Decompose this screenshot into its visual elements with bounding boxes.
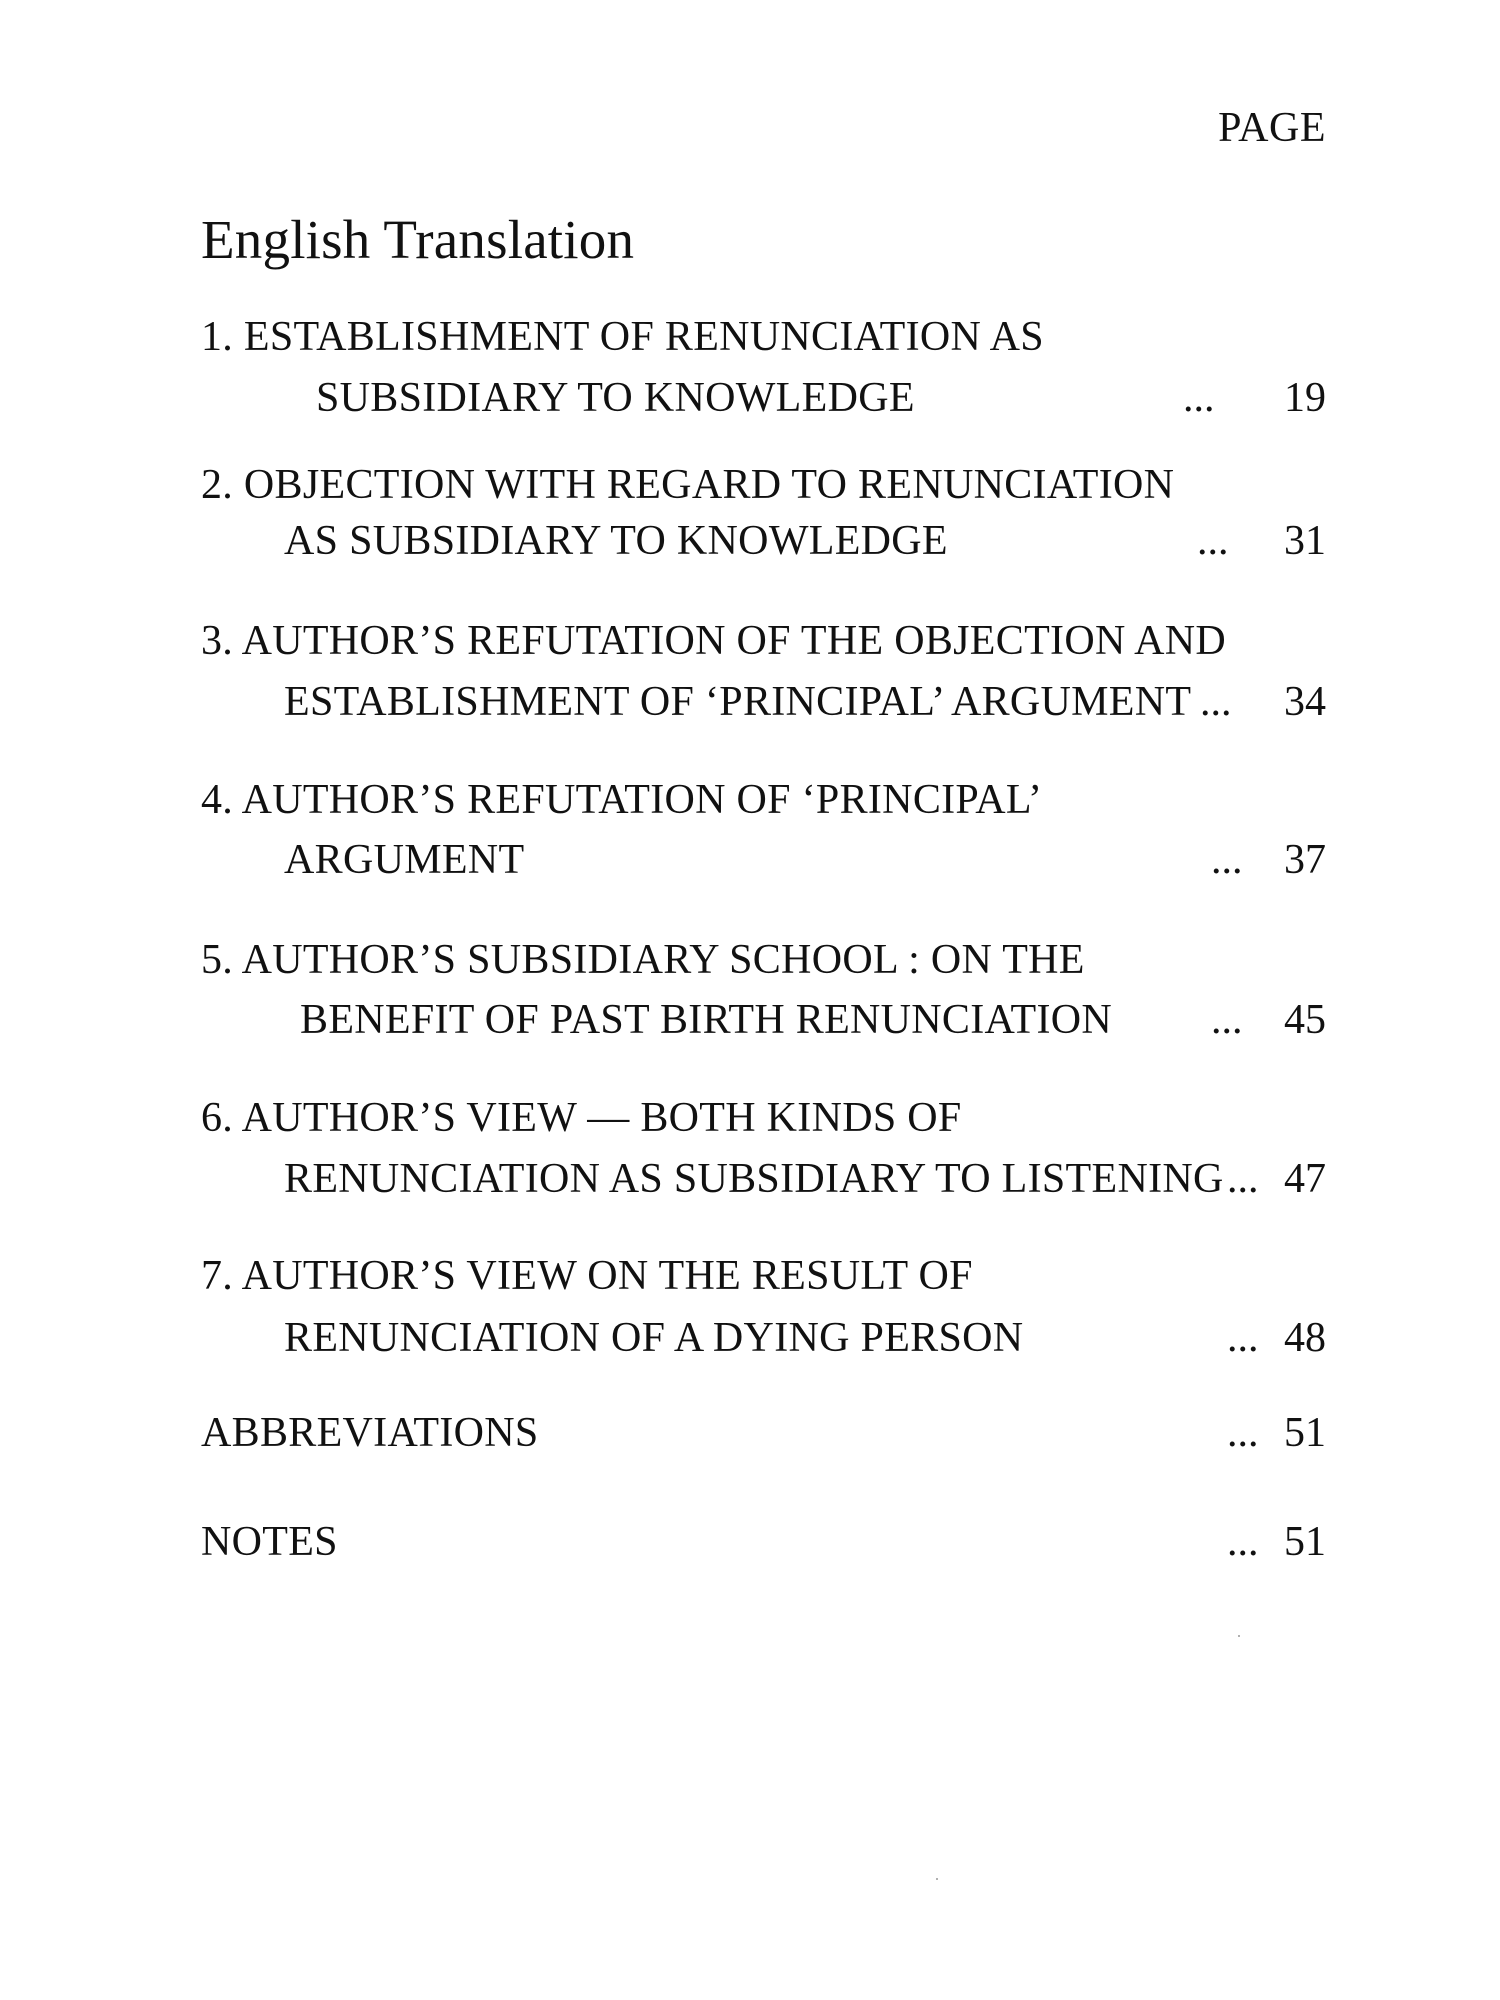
toc-leader: ... — [1227, 1315, 1259, 1361]
scan-speck — [1238, 1635, 1240, 1637]
toc-entry-line: ARGUMENT — [284, 837, 525, 883]
toc-entry-line: BENEFIT OF PAST BIRTH RENUNCIATION — [300, 997, 1112, 1043]
toc-entry-line: SUBSIDIARY TO KNOWLEDGE — [316, 375, 915, 421]
toc-leader: ... — [1227, 1519, 1259, 1565]
toc-entry-line: 2. OBJECTION WITH REGARD TO RENUNCIATION — [201, 462, 1175, 508]
toc-leader: ... — [1227, 1410, 1259, 1456]
toc-entry-line: RENUNCIATION AS SUBSIDIARY TO LISTENING — [284, 1156, 1224, 1202]
toc-entry-line: 7. AUTHOR’S VIEW ON THE RESULT OF — [201, 1253, 973, 1299]
section-title: English Translation — [201, 209, 635, 270]
toc-entry-line: ESTABLISHMENT OF ‘PRINCIPAL’ ARGUMENT — [284, 679, 1192, 725]
toc-leader: ... — [1200, 679, 1232, 725]
toc-page-number: 31 — [1284, 518, 1326, 564]
toc-entry-line: 6. AUTHOR’S VIEW — BOTH KINDS OF — [201, 1095, 962, 1141]
toc-page-number: 51 — [1284, 1519, 1326, 1565]
toc-entry-line: 3. AUTHOR’S REFUTATION OF THE OBJECTION AND — [201, 618, 1226, 664]
toc-entry-line: 5. AUTHOR’S SUBSIDIARY SCHOOL : ON THE — [201, 937, 1085, 983]
scan-speck — [936, 1878, 938, 1880]
toc-entry-line: 4. AUTHOR’S REFUTATION OF ‘PRINCIPAL’ — [201, 777, 1043, 823]
toc-page-number: 34 — [1284, 679, 1326, 725]
toc-entry-line: NOTES — [201, 1519, 338, 1565]
toc-leader: ... — [1211, 837, 1243, 883]
toc-leader: ... — [1227, 1156, 1259, 1202]
toc-page-number: 47 — [1284, 1156, 1326, 1202]
toc-entry-line: 1. ESTABLISHMENT OF RENUNCIATION AS — [201, 314, 1044, 360]
toc-page-number: 48 — [1284, 1315, 1326, 1361]
toc-page-number: 37 — [1284, 837, 1326, 883]
toc-page-number: 19 — [1284, 375, 1326, 421]
toc-entry-line: AS SUBSIDIARY TO KNOWLEDGE — [284, 518, 948, 564]
toc-leader: ... — [1197, 518, 1229, 564]
toc-entry-line: RENUNCIATION OF A DYING PERSON — [284, 1315, 1024, 1361]
toc-entry-line: ABBREVIATIONS — [201, 1410, 539, 1456]
toc-leader: ... — [1183, 375, 1215, 421]
toc-page-number: 45 — [1284, 997, 1326, 1043]
toc-page-number: 51 — [1284, 1410, 1326, 1456]
page-label: PAGE — [1218, 105, 1326, 151]
toc-leader: ... — [1211, 997, 1243, 1043]
